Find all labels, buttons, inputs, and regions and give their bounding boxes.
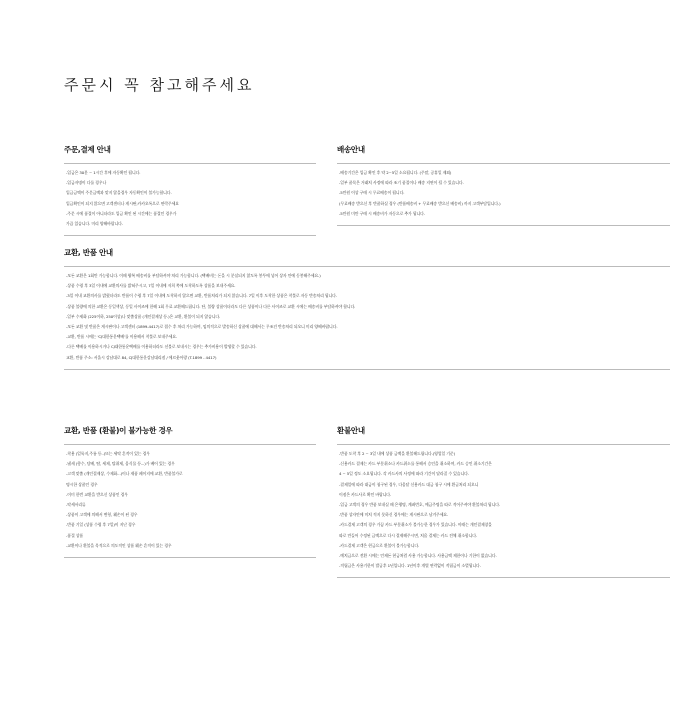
exchange-return-line: -3일 이내 교환의사를 밝혔더라도 반품이 수령 후 7일 이내에 도착하지 않으면 교환, 반품처리가 되지 않습니다. 7일 이후 도착한 상품은 착불로 자동 반송처리 됩니다. (66, 293, 337, 299)
shipping-line: -일부 품목은 거래처 사정에 따라 조기 품절이나 배송 지연이 될 수 있습니다. (339, 180, 464, 186)
exchange-return-line: -모든 교환은 1회만 가능합니다. 이때 왕복 배송비를 부담하셔야 처리 가능합니다. (택배비는 돈을 시 분실되지 않도록 봉투에 넣어 상자 안에 동봉해주세요.) (66, 273, 321, 278)
shipping-line: -배송기간은 입금 확인 후 약 2~5일 소요됩니다. (주말, 공휴일 제외) (339, 170, 452, 175)
non-returnable-box (64, 444, 316, 558)
refund-line: -예치금으로 전환 시에는 언제든 현금처럼 사용 가능합니다. 사용금액 제한이나 기한이 없습니다. (339, 553, 497, 559)
exchange-return-line: -교환, 반품 시에는 'CJ대한통운택배'를 이용해서 착불로 보내주세요. (66, 334, 178, 340)
shipping-heading: 배송안내 (337, 145, 365, 154)
shipping-line: (무료배송 받으신 후 반품하실 경우 (반품배송비 + 무료배송 받으신 배송비) 까지 고객부담입니다.) (339, 200, 501, 206)
refund-heading: 환불안내 (337, 426, 365, 435)
non-returnable-line: -고객 맞춤 (개인결제상, 수제화...)이나 제품 페이지에 교환, 반품불가로 (66, 471, 183, 477)
exchange-return-line: 교환, 반품 주소: 서울시 강남대로 84, CJ대한통운강남대리점 / 에르웃아랑 (T.1899 - 4417) (66, 354, 217, 360)
exchange-return-line: -모든 교환 및 반품은 게시판이나 고객센터 (1899-4417)로 접수 후 처리 가능하며, 임의적으로 발송하신 상품에 대해서는 무조건 반송처리 되오니 미리 양해바랍니다. (66, 324, 338, 330)
refund-line: 따로 만들어 수정된 금액으로 다시 결제해주시면, 처음 결제는 카드 전체 취소합니다. (339, 532, 478, 538)
shipping-line: -5만원 이상 구매 시 무료배송이 됩니다. (339, 190, 405, 196)
refund-line: -결제일에 따라 대금이 청구된 경우, 다음달 신용카드 대금 청구 시에 환급처리 되오니 (339, 481, 479, 487)
non-returnable-line: -반품 기일 (상품 수령 후 7일)이 지난 경우 (66, 522, 136, 528)
page-title: 주문시 꼭 참고해주세요 (64, 76, 255, 94)
non-returnable-line: -착용 (얼룩지,주름 등..)또는 세탁 흔적이 있는 경우 (66, 451, 150, 456)
non-returnable-heading: 교환, 반품 (환불)이 불가능한 경우 (64, 426, 173, 435)
refund-line: -적립금은 사용기한이 발급후 1년입니다. 1년이후 개별 연락없이 적립금이 소멸됩니다. (339, 563, 481, 569)
exchange-return-heading: 교환, 반품 안내 (64, 248, 113, 257)
exchange-return-box (64, 266, 670, 370)
refund-section (337, 425, 670, 578)
order-payment-line: -주문 시에 품절이 아니더라도 입금 확인 된 시간에는 품절인 경우가 (66, 210, 177, 216)
shipping-section (337, 144, 670, 226)
refund-line: -신용카드 결제는 카드 부분취소나 카드취소를 통해서 승인을 취소하며, 카드 승인 취소기간은 (339, 461, 492, 467)
non-returnable-line: 명시한 상품인 경우 (66, 481, 98, 487)
non-returnable-line: -냄새 (향수, 담배, 땀, 세제, 탈취제, 음식물 등...)가 베어 있는 경우 (66, 461, 175, 467)
refund-box (337, 444, 670, 578)
exchange-return-line: -다른 택배를 이용하시거나 CJ대한통운택배를 이용하더라도 선불로 보내시는 경우는 추가비용이 발생할 수 있습니다. (66, 344, 257, 350)
refund-line: -카드결제 고객은 현금으로 환불이 불가능합니다. (339, 542, 420, 548)
non-returnable-line: -이미 한번 교환을 받으신 상품인 경우 (66, 491, 128, 497)
shipping-box (337, 163, 670, 226)
refund-line: -입금 고객의 경우 반품 보내실 때 은행명, 계좌번호, 예금주명을 따로 적어주셔야 환불처리 됩니다. (339, 502, 501, 508)
exchange-return-line: -상품 불량에 의한 교환은 동일색상, 동일 사이즈에 한해 1회 무료 교환해드립니다. 단, 불량 상품이더라도 다른 상품이나 다른 사이즈로 교환 시에는 배송비를 부담하셔야 합니다. (66, 303, 356, 309)
order-payment-heading: 주문,결제 안내 (64, 145, 111, 154)
refund-line: 이점은 카드사로 확인 바랍니다. (339, 491, 392, 497)
refund-line: -반품 도착 후 2 ~ 3일 내에 상품 금액을 환불해드립니다.(영업일 기준) (339, 451, 456, 456)
order-payment-box (64, 163, 316, 236)
non-returnable-line: -악세서리류 (66, 502, 86, 508)
order-payment-line: -입금자명이 다를 경우나 (66, 180, 107, 186)
exchange-return-section (64, 247, 670, 370)
exchange-return-line: -상품 수령 후 3일 이내에 교환의사를 밝혀주시고, 7일 이내에 저희 쪽에 도착하도록 상품을 보내주세요. (66, 283, 236, 289)
non-returnable-line: -품절 상품 (66, 532, 84, 538)
non-returnable-section (64, 425, 316, 558)
order-payment-line: -입금은 30분 ~ 1시간 후에 자동확인 됩니다. (66, 170, 141, 175)
order-payment-line: 입금확인이 되지 않으면 고객센터나 게시판,카카오톡으로 연락주세요 (66, 200, 179, 206)
order-payment-line: 가끔 있습니다. 미리 양해바랍니다. (66, 221, 123, 227)
non-returnable-line: -상품이 고객에 의해서 변형, 훼손이 된 경우 (66, 512, 138, 518)
non-returnable-line: -교환이나 환불을 목적으로 의도적인 상품 훼손 흔적이 있는 경우 (66, 542, 172, 548)
exchange-return-line: -일부 수제화 (225이하, 250이상)나 맞춤상품 (개인결제상 등.)은 교환, 환불이 되지 않습니다. (66, 313, 221, 319)
shipping-line: -5만원 미만 구매 시 배송비가 자동으로 추가 됩니다. (339, 210, 425, 216)
order-payment-section (64, 144, 316, 236)
order-payment-line: 입금금액이 주문금액과 맞지 않을경우 자동확인이 불가능합니다. (66, 190, 172, 196)
refund-line: 4 ~ 5일 정도 소요됩니다. 각 카드사의 사정에 따라 기간이 달라질 수 있습니다. (339, 471, 469, 477)
refund-line: -반품 상자안에 미처 적지 못하신 경우에는 게시판으로 남겨주세요. (339, 512, 449, 518)
refund-line: -카드결제 고객의 경우 가끔 카드 부분취소가 불가능한 경우가 있습니다. 이때는 개인결제창을 (339, 522, 492, 528)
